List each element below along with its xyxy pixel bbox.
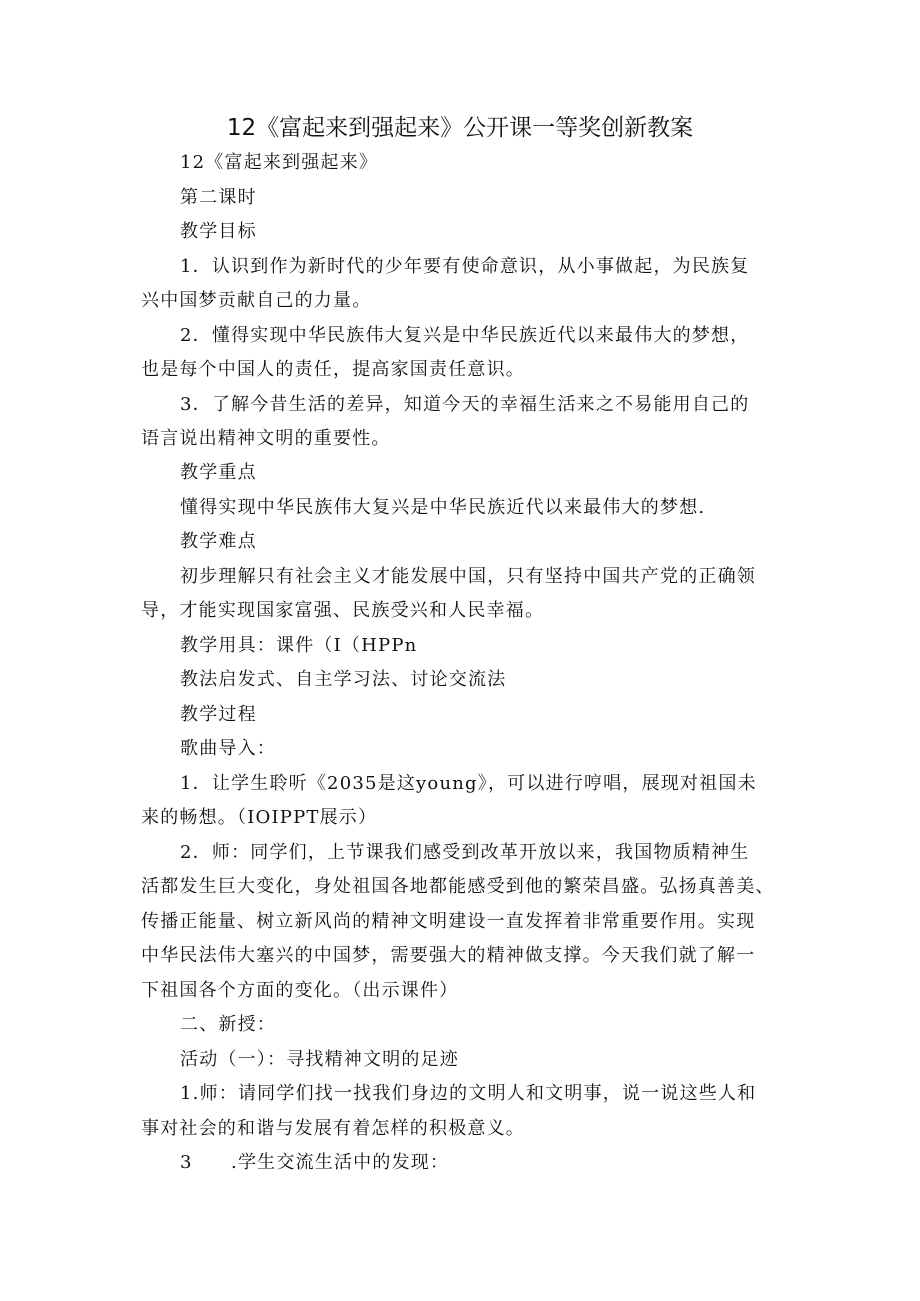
text-line: 兴中国梦贡献自己的力量。: [141, 290, 372, 311]
section-heading: 教学重点: [180, 462, 257, 483]
section-heading: 教学目标: [180, 221, 257, 242]
text-line: 传播正能量、树立新风尚的精神文明建设一直发挥着非常重要作用。实现: [141, 911, 756, 932]
text-line: 初步理解只有社会主义才能发展中国，只有坚持中国共产党的正确领: [180, 566, 756, 587]
text-line: 第二课时: [180, 187, 257, 208]
text-line: 1.师：请同学们找一找我们身边的文明人和文明事，说一说这些人和: [180, 1083, 757, 1104]
text-line: 2．师：同学们，上节课我们感受到改革开放以来，我国物质精神生: [180, 842, 750, 863]
text-line: 教学用具：课件（I（HPPn: [180, 635, 418, 656]
text-line: 事对社会的和谐与发展有着怎样的积极意义。: [141, 1118, 525, 1139]
text-line: 下祖国各个方面的变化。（出示课件）: [141, 980, 459, 1001]
section-heading: 教学难点: [180, 531, 257, 552]
document-title: 12《富起来到强起来》公开课一等奖创新教案: [226, 115, 694, 141]
text-line: 3．了解今昔生活的差异，知道今天的幸福生活来之不易能用自己的: [180, 394, 750, 415]
text-line: 也是每个中国人的责任，提高家国责任意识。: [141, 359, 525, 380]
text-line: 2．懂得实现中华民族伟大复兴是中华民族近代以来最伟大的梦想，: [180, 325, 750, 346]
text-line: 1．让学生聆听《2035是这young》，可以进行哼唱，展现对祖国未: [180, 773, 757, 794]
section-heading: 二、新授：: [180, 1014, 276, 1035]
text-line: 12《富起来到强起来》: [180, 152, 379, 173]
text-line: 活动（一）：寻找精神文明的足迹: [180, 1049, 459, 1070]
text-line: 导，才能实现国家富强、民族受兴和人民幸福。: [141, 600, 545, 621]
text-line: 中华民法伟大塞兴的中国梦，需要强大的精神做支撑。今天我们就了解一: [141, 945, 756, 966]
text-line: 懂得实现中华民族伟大复兴是中华民族近代以来最伟大的梦想.: [180, 497, 706, 518]
text-line: 来的畅想。（IOIPPT展示）: [141, 807, 378, 828]
text-line: 歌曲导入：: [180, 738, 276, 759]
section-heading: 教学过程: [180, 704, 257, 725]
text-line: 语言说出精神文明的重要性。: [141, 428, 391, 449]
text-line: 教法启发式、自主学习法、讨论交流法: [180, 669, 507, 690]
text-line: 活都发生巨大变化，身处祖国各地都能感受到他的繁荣昌盛。弘扬真善美、: [141, 876, 775, 897]
text-line: 1．认识到作为新时代的少年要有使命意识，从小事做起，为民族复: [180, 256, 750, 277]
text-line: 3 .学生交流生活中的发现：: [180, 1152, 450, 1173]
